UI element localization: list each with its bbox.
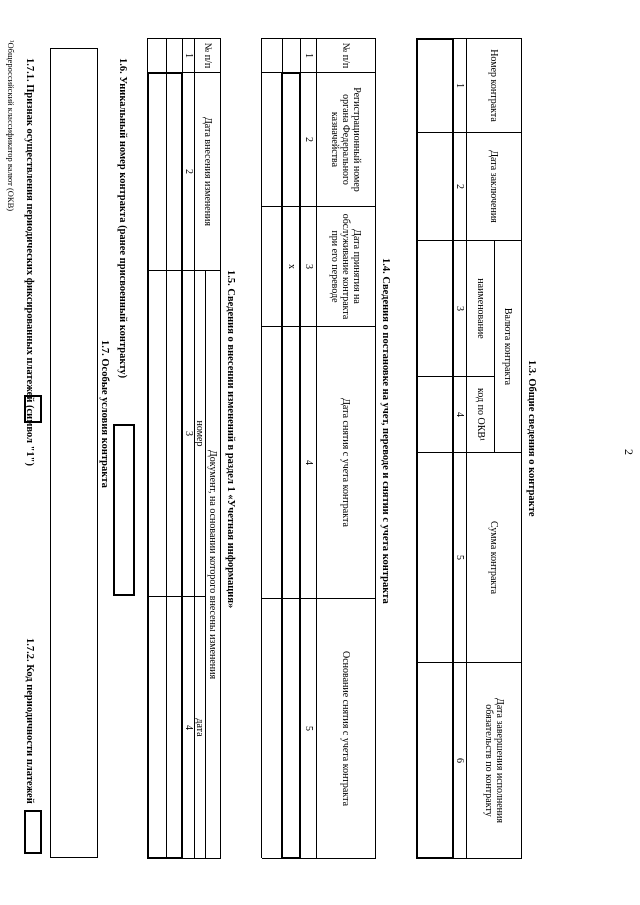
num15-4: 4 <box>183 725 194 730</box>
col14-accept-date: Дата принятия на обслуживание контракта при его переводе <box>329 213 363 320</box>
col14-no: № п/п <box>340 42 352 69</box>
col-conclusion-date: Дата заключения <box>488 150 500 223</box>
num-3: 3 <box>454 306 466 311</box>
col15-document: Документ, на основании которого внесены изменения <box>207 449 219 680</box>
num15-2: 2 <box>183 169 194 174</box>
item-1-7-2-label: 1.7.2. Код периодичности платежей <box>24 638 35 804</box>
num14-1: 1 <box>303 53 314 58</box>
table13-data-row[interactable] <box>416 38 454 859</box>
col14-deregister-basis: Основание снятия с учета контракта <box>340 650 352 807</box>
num-4: 4 <box>454 412 466 417</box>
col14-reg-number: Регистрационный номер органа Федерального казначейства <box>329 87 363 192</box>
col-currency-name: наименование <box>475 278 486 339</box>
row14-marker: x <box>286 264 297 269</box>
col15-no: № п/п <box>202 42 213 69</box>
num-6: 6 <box>454 758 466 763</box>
col-contract-sum: Сумма контракта <box>488 520 500 595</box>
num-2: 2 <box>454 184 466 189</box>
section-1-5-title: 1.5. Сведения о внесении изменений в раздел 1 «Учетная информация» <box>225 270 236 609</box>
col-completion-date: Дата завершения исполнения обязательств по контракту <box>483 698 505 823</box>
num14-3: 3 <box>303 264 314 269</box>
t14-bottom <box>261 38 262 858</box>
section-1-4-title: 1.4. Сведения о постановке на учет, переводе и снятии с учета контракта <box>380 258 391 604</box>
section-1-3-title: 1.3. Общие сведения о контракте <box>526 360 537 517</box>
num14-2: 2 <box>303 137 314 142</box>
col-currency-group: Валюта контракта <box>502 307 514 386</box>
col-currency-code: код по ОКВ¹ <box>475 387 486 442</box>
v14-5 <box>262 858 376 859</box>
num14-4: 4 <box>303 460 314 465</box>
section-1-6-title: 1.6. Уникальный номер контракта (ранее присвоенный контракту) <box>117 58 128 379</box>
col15-doc-date: дата <box>194 718 206 737</box>
col-contract-number: Номер контракта <box>488 49 500 122</box>
col15-doc-number: номер <box>194 420 206 447</box>
num14-5: 5 <box>303 726 314 731</box>
num15-1: 1 <box>183 53 194 58</box>
payment-periodicity-code-box[interactable] <box>24 810 42 854</box>
col15-change-date: Дата внесения изменения <box>202 116 213 226</box>
table14-data-row[interactable] <box>281 72 301 859</box>
t14-top <box>375 38 376 858</box>
table15-data-rows[interactable] <box>147 72 183 859</box>
num-5: 5 <box>454 555 466 560</box>
unique-contract-number-field[interactable] <box>113 424 135 596</box>
t15-top <box>220 38 221 858</box>
table13-top <box>521 38 522 858</box>
page-number: 2 <box>622 449 636 455</box>
section-1-7-title: 1.7. Особые условия контракта <box>99 340 110 488</box>
col14-deregister-date: Дата снятия с учета контракта <box>340 398 352 527</box>
num15-3: 3 <box>183 431 194 436</box>
periodic-payments-flag-box[interactable] <box>24 395 42 423</box>
special-conditions-field[interactable] <box>50 48 98 858</box>
item-1-7-1-label: 1.7.1. Признак осуществления периодических фиксированных платежей (символ "1") <box>24 58 35 467</box>
num-1: 1 <box>454 83 466 88</box>
footnote: ¹Общероссийский классификатор валют (ОКВ) <box>6 40 16 212</box>
